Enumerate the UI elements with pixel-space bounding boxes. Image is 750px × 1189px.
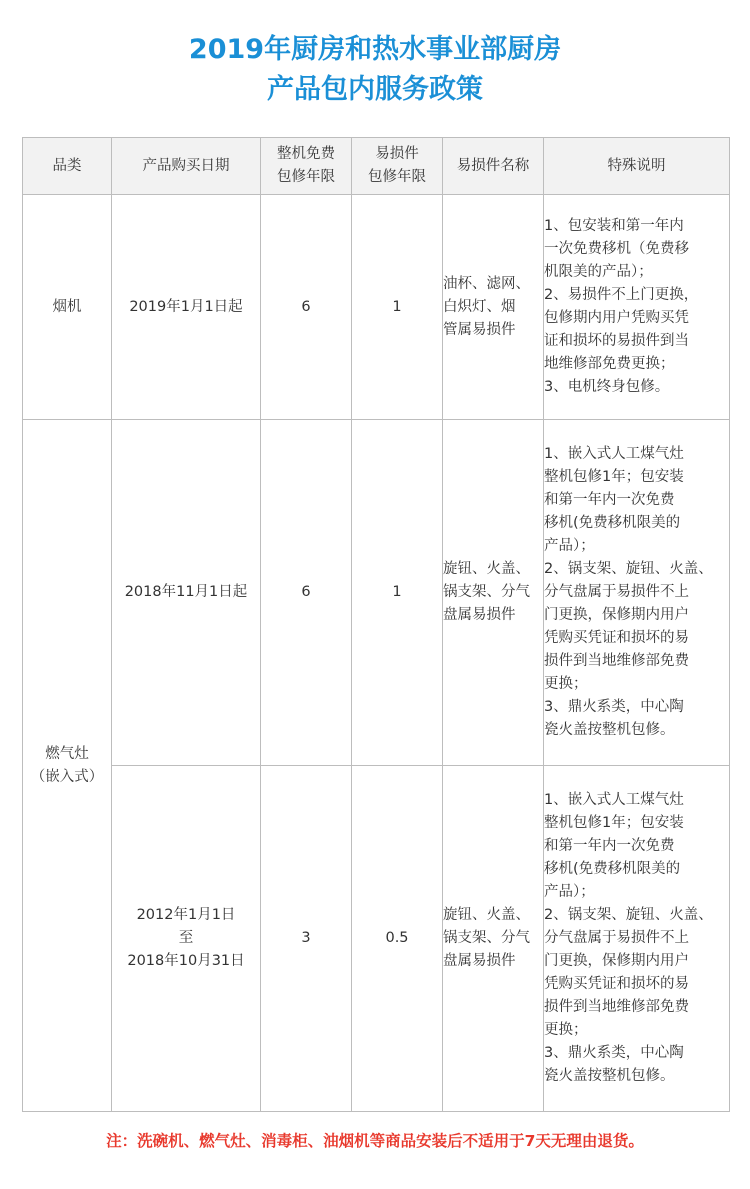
cell-machine-years: 6 xyxy=(261,195,352,420)
notes-line: 门更换，保修期内用户 xyxy=(544,607,689,623)
notes-line: 产品）； xyxy=(544,884,595,900)
notes-line: 2、易损件不上门更换， xyxy=(544,287,699,303)
parts-line: 盘属易损件 xyxy=(443,607,516,623)
notes-line: 分气盘属于易损件不上 xyxy=(544,584,689,600)
cell-wear-parts xyxy=(443,195,544,420)
cell-wear-parts xyxy=(443,766,544,1112)
header-machine-warranty-line-1: 整机免费 xyxy=(277,146,335,162)
notes-line: 和第一年内一次免费 xyxy=(544,492,675,508)
header-notes: 特殊说明 xyxy=(544,138,730,195)
header-machine-warranty-line-2: 包修年限 xyxy=(277,169,335,185)
notes-line: 地维修部免费更换； xyxy=(544,356,675,372)
category-line-2: （嵌入式） xyxy=(30,768,104,785)
notes-line: 机限美的产品）； xyxy=(544,264,653,280)
notes-line: 凭购买凭证和损坏的易 xyxy=(544,630,689,646)
notes-line: 证和损坏的易损件到当 xyxy=(544,333,689,349)
notes-line: 凭购买凭证和损坏的易 xyxy=(544,976,689,992)
notes-line: 一次免费移机（免费移 xyxy=(544,241,689,257)
notes-line: 整机包修1年；包安装 xyxy=(544,815,684,831)
header-wear-parts: 易损件名称 xyxy=(443,138,544,195)
cell-notes xyxy=(544,195,730,420)
date-line: 至 xyxy=(178,930,194,946)
notes-line: 移机(免费移机限美的 xyxy=(544,861,681,877)
table-row xyxy=(23,195,730,420)
parts-line: 旋钮、火盖、 xyxy=(443,561,530,577)
page-title-line-1: 2019年厨房和热水事业部厨房 xyxy=(188,34,562,65)
page-title-line-2: 产品包内服务政策 xyxy=(267,74,483,105)
notes-line: 3、鼎火系类，中心陶 xyxy=(544,1045,684,1061)
cell-wear-years: 1 xyxy=(352,195,443,420)
notes-line: 3、电机终身包修。 xyxy=(544,379,670,395)
notes-line: 1、嵌入式人工煤气灶 xyxy=(544,792,684,808)
date-line: 2018年10月31日 xyxy=(127,953,245,969)
notes-line: 门更换，保修期内用户 xyxy=(544,953,689,969)
cell-category: 烟机 xyxy=(23,195,112,420)
notes-line: 1、嵌入式人工煤气灶 xyxy=(544,446,684,462)
cell-purchase-date xyxy=(112,766,261,1112)
cell-category xyxy=(23,420,112,1112)
cell-wear-years: 0.5 xyxy=(352,766,443,1112)
notes-line: 移机(免费移机限美的 xyxy=(544,515,681,531)
cell-purchase-date: 2019年1月1日起 xyxy=(112,195,261,420)
notes-line: 包修期内用户凭购买凭 xyxy=(544,310,689,326)
parts-line: 白炽灯、烟 xyxy=(443,298,516,315)
notes-line: 更换； xyxy=(544,676,588,692)
notes-line: 整机包修1年；包安装 xyxy=(544,469,684,485)
parts-line: 油杯、滤网、 xyxy=(443,275,530,292)
header-wear-warranty xyxy=(352,138,443,195)
footer-note: 注：洗碗机、燃气灶、消毒柜、油烟机等商品安装后不适用于7天无理由退货。 xyxy=(106,1132,644,1150)
notes-line: 和第一年内一次免费 xyxy=(544,838,675,854)
notes-line: 更换； xyxy=(544,1022,588,1038)
header-wear-warranty-line-2: 包修年限 xyxy=(368,169,426,185)
notes-line: 损件到当地维修部免费 xyxy=(544,999,689,1015)
cell-machine-years: 3 xyxy=(261,766,352,1112)
header-purchase-date: 产品购买日期 xyxy=(112,138,261,195)
header-category: 品类 xyxy=(23,138,112,195)
notes-line: 瓷火盖按整机包修。 xyxy=(544,722,675,738)
notes-line: 产品）； xyxy=(544,538,595,554)
table-row xyxy=(23,420,730,766)
table-row xyxy=(23,766,730,1112)
parts-line: 盘属易损件 xyxy=(443,953,516,969)
cell-machine-years: 6 xyxy=(261,420,352,766)
header-wear-warranty-line-1: 易损件 xyxy=(375,146,419,162)
notes-line: 损件到当地维修部免费 xyxy=(544,653,689,669)
page-title xyxy=(0,30,750,110)
table-header-row xyxy=(23,138,730,195)
category-line-1: 燃气灶 xyxy=(45,745,89,762)
cell-notes xyxy=(544,420,730,766)
cell-wear-parts xyxy=(443,420,544,766)
cell-notes xyxy=(544,766,730,1112)
header-machine-warranty xyxy=(261,138,352,195)
date-line: 2012年1月1日 xyxy=(136,907,236,923)
policy-table xyxy=(22,137,730,1112)
parts-line: 管属易损件 xyxy=(443,321,516,338)
parts-line: 锅支架、分气 xyxy=(443,584,530,600)
cell-wear-years: 1 xyxy=(352,420,443,766)
notes-line: 3、鼎火系类，中心陶 xyxy=(544,699,684,715)
cell-purchase-date: 2018年11月1日起 xyxy=(112,420,261,766)
notes-line: 2、锅支架、旋钮、火盖、 xyxy=(544,561,713,577)
parts-line: 锅支架、分气 xyxy=(443,930,530,946)
notes-line: 2、锅支架、旋钮、火盖、 xyxy=(544,907,713,923)
notes-line: 瓷火盖按整机包修。 xyxy=(544,1068,675,1084)
notes-line: 分气盘属于易损件不上 xyxy=(544,930,689,946)
parts-line: 旋钮、火盖、 xyxy=(443,907,530,923)
notes-line: 1、包安装和第一年内 xyxy=(544,218,684,234)
